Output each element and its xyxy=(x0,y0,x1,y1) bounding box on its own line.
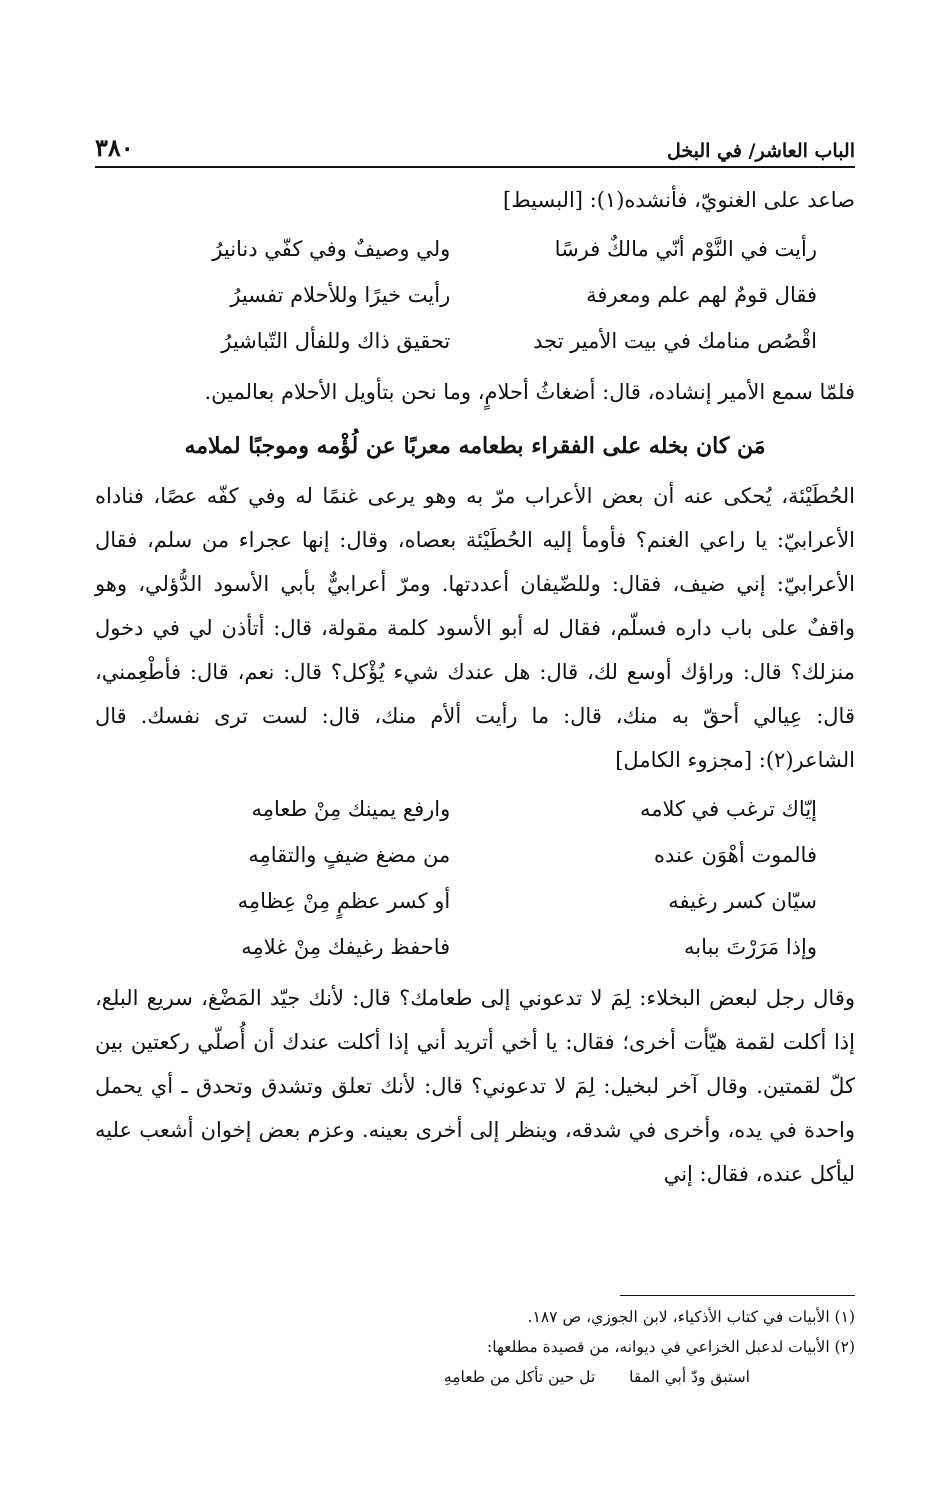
verse-second-hemistich: وارفع يمينك مِنْ طعامِه xyxy=(251,797,451,821)
poem-1 xyxy=(95,226,855,364)
verse-first-hemistich: سيّان كسر رغيفه xyxy=(668,889,817,913)
verse-first-hemistich: إيّاك ترغب في كلامه xyxy=(639,797,817,821)
intro-line: صاعد على الغنويّ، فأنشده(١): [البسيط] xyxy=(503,188,855,212)
poem-verse xyxy=(125,226,817,272)
footnotes xyxy=(95,1295,855,1392)
poem-verse xyxy=(125,878,817,924)
chapter-title: الباب العاشر/ في البخل xyxy=(666,140,855,162)
page-number: ٣٨٠ xyxy=(95,133,134,162)
verse-first-hemistich: فالموت أهْوَن عنده xyxy=(653,843,817,867)
paragraph: وقال رجل لبعض البخلاء: لِمَ لا تدعوني إلى طعامك؟ قال: لأنك جيّد المَضْغ، سريع البلع، إذا أكلت لقمة هيّأت أخرى؛ فقال: يا أخي أتريد أني إذا أكلت عندك أن أُصلّي ركعتين بين كلّ لقمتين. وقال آخر لبخيل: لِمَ لا تدعوني؟ قال: لأنك تعلق وتشدق وتحدق ـ أي يحمل واحدة في يده، وأخرى في شدقه، وينظر إلى أخرى بعينه. وعزم بعض إخوان أشعب عليه ليأكل عنده، فقال: إني xyxy=(95,986,855,1186)
poem-verse xyxy=(125,272,817,318)
footnote-divider xyxy=(620,1295,855,1296)
verse-second-hemistich: من مضغ ضيفٍ والتقامِه xyxy=(248,843,451,867)
paragraph: الحُطَيْئة، يُحكى عنه أن بعض الأعراب مرّ به وهو يرعى غنمًا له وفي كفّه عصًا، فناداه الأعرابيّ: يا راعي الغنم؟ فأومأ إليه الحُطَيْئة بعصاه، وقال: إنها عجراء من سلم، فقال الأعرابيّ: إني ضيف، فقال: وللضّيفان أعددتها. ومرّ أعرابيٌّ بأبي الأسود الدُّؤلي، وهو واقفٌ على باب داره فسلّم، فقال له أبو الأسود كلمة مقولة، قال: أتأذن لي في دخول منزلك؟ قال: وراؤك أوسع لك، قال: هل عندك شيء يُؤْكل؟ قال: نعم، قال: فأطْعِمني، قال: عِيالي أحقّ به منك، قال: ما رأيت ألأم منك، قال: لست ترى نفسك. قال الشاعر(٢): [مجزوء الكامل] xyxy=(95,484,855,772)
main-text xyxy=(95,178,855,1196)
section-heading: مَن كان بخله على الفقراء بطعامه معربًا عن لُؤْمه وموجبًا لملامه xyxy=(184,433,766,459)
footnote-2: (٢) الأبيات لدعبل الخزاعي في ديوانه، من قصيدة مطلعها: xyxy=(487,1338,855,1356)
verse-first-hemistich: اقْصُص منامك في بيت الأمير تجد xyxy=(533,329,817,353)
verse-second-hemistich: ولي وصيفٌ وفي كفّي دنانيرُ xyxy=(212,237,451,261)
poem-verse xyxy=(125,924,817,970)
verse-first-hemistich: وإذا مَرَرْتَ ببابه xyxy=(684,935,817,959)
poem-2 xyxy=(95,786,855,970)
footnote-verse xyxy=(95,1362,855,1392)
page-header xyxy=(95,126,855,168)
footnote-verse-second: تل حين تأكل من طعامِهِ xyxy=(443,1368,596,1386)
verse-second-hemistich: فاحفظ رغيفك مِنْ غلامِه xyxy=(241,935,451,959)
footnote-1: (١) الأبيات في كتاب الأذكياء، لابن الجوزي، ص ١٨٧. xyxy=(527,1308,855,1326)
paragraph: فلمّا سمع الأمير إنشاده، قال: أضغاثُ أحلامٍ، وما نحن بتأويل الأحلام بعالمين. xyxy=(204,380,855,404)
poem-verse xyxy=(125,318,817,364)
verse-first-hemistich: رأيت في النَّوْم أنّي مالكٌ فرسًا xyxy=(554,237,817,261)
verse-first-hemistich: فقال قومٌ لهم علم ومعرفة xyxy=(586,283,817,307)
verse-second-hemistich: تحقيق ذاك وللفأل التّباشيرُ xyxy=(221,329,451,353)
footnote-verse-first: استبق ودّ أبي المقا xyxy=(629,1368,750,1386)
poem-verse xyxy=(125,832,817,878)
poem-verse xyxy=(125,786,817,832)
verse-second-hemistich: رأيت خيرًا وللأحلام تفسيرُ xyxy=(230,283,451,307)
verse-second-hemistich: أو كسر عظمٍ مِنْ عِظامِه xyxy=(237,889,451,913)
